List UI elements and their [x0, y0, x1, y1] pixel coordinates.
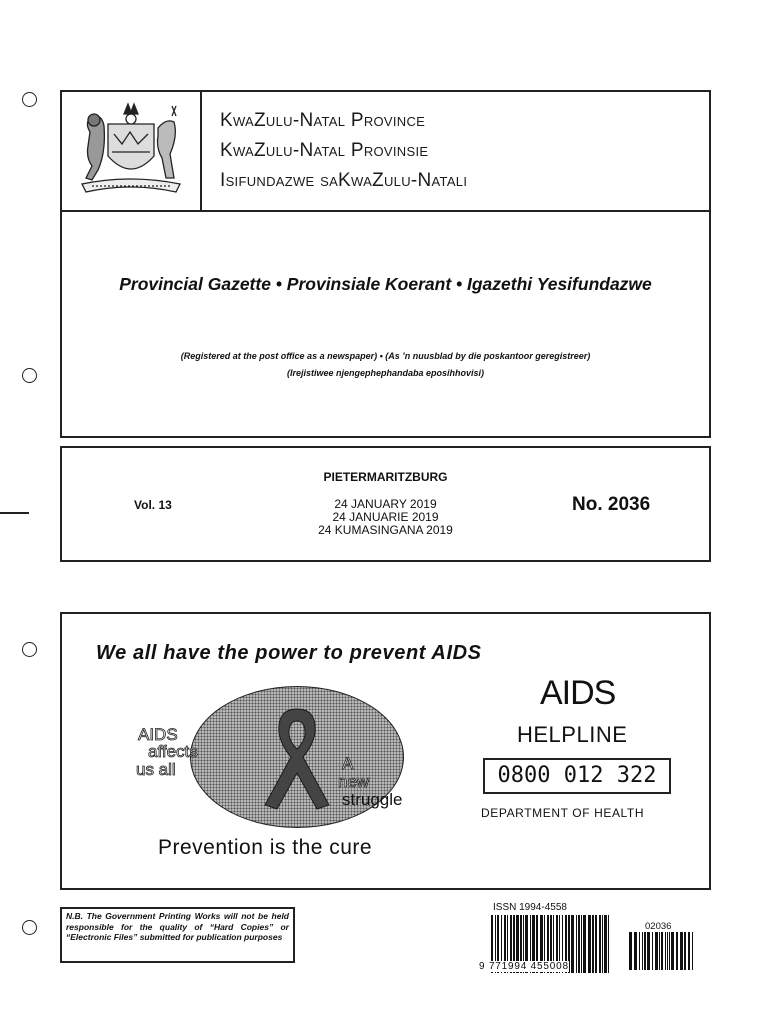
aids-advert [60, 612, 711, 890]
oval-text-aids: AIDS [138, 725, 178, 744]
helpline-phone-number: 0800 012 322 [483, 758, 671, 794]
registration-line-zulu: (Irejistiwee njengephephandaba eposihhovisi) [286, 368, 485, 378]
oval-text-us-all: us all [136, 760, 176, 779]
gazette-title: Provincial Gazette • Provinsiale Koerant • Igazethi Yesifundazwe [119, 274, 652, 294]
province-title-af: KwaZulu-Natal Provinsie [220, 140, 429, 161]
punch-hole-icon [22, 920, 37, 935]
punch-hole-icon [22, 92, 37, 107]
aids-heading: AIDS [540, 674, 616, 712]
issue-date-zu: 24 KUMASINGANA 2019 [318, 523, 453, 537]
punch-hole-icon [22, 368, 37, 383]
department-name: DEPARTMENT OF HEALTH [481, 806, 645, 820]
oval-text-a: A [342, 754, 354, 773]
aids-slogan: We all have the power to prevent AIDS [96, 642, 482, 664]
oval-text-affects: affects [148, 742, 198, 761]
city-name: PIETERMARITZBURG [323, 470, 448, 484]
oval-text-new: new [338, 772, 370, 791]
issue-info-box [60, 446, 711, 562]
punch-hole-icon [22, 642, 37, 657]
issn-label: ISSN 1994-4558 [493, 902, 567, 913]
issue-number: No. 2036 [572, 494, 651, 515]
issue-barcode-icon [629, 932, 693, 970]
issue-date-af: 24 JANUARIE 2019 [332, 510, 439, 524]
masthead-box [60, 90, 711, 438]
helpline-heading: HELPLINE [517, 722, 628, 747]
fold-mark [0, 512, 29, 514]
issue-barcode-label: 02036 [645, 921, 672, 932]
issue-date-en: 24 JANUARY 2019 [334, 497, 437, 511]
province-title-zu: Isifundazwe saKwaZulu-Natali [220, 170, 468, 191]
volume-number: Vol. 13 [134, 498, 172, 512]
printing-notice: N.B. The Government Printing Works will not be held responsible for the quality of “Hard Copies” or “Electronic Files” submitted for publication purposes [60, 907, 295, 963]
province-titles [202, 92, 709, 212]
registration-line: (Registered at the post office as a newspaper) • (As ’n nuusblad by die poskantoor geregistreer) [180, 351, 591, 361]
barcode-digits: 9 771994 455008 [479, 961, 569, 972]
province-title-en: KwaZulu-Natal Province [220, 110, 426, 131]
coat-of-arms-icon [62, 92, 202, 212]
prevention-tagline: Prevention is the cure [158, 836, 373, 859]
oval-text-struggle: struggle [342, 790, 403, 809]
